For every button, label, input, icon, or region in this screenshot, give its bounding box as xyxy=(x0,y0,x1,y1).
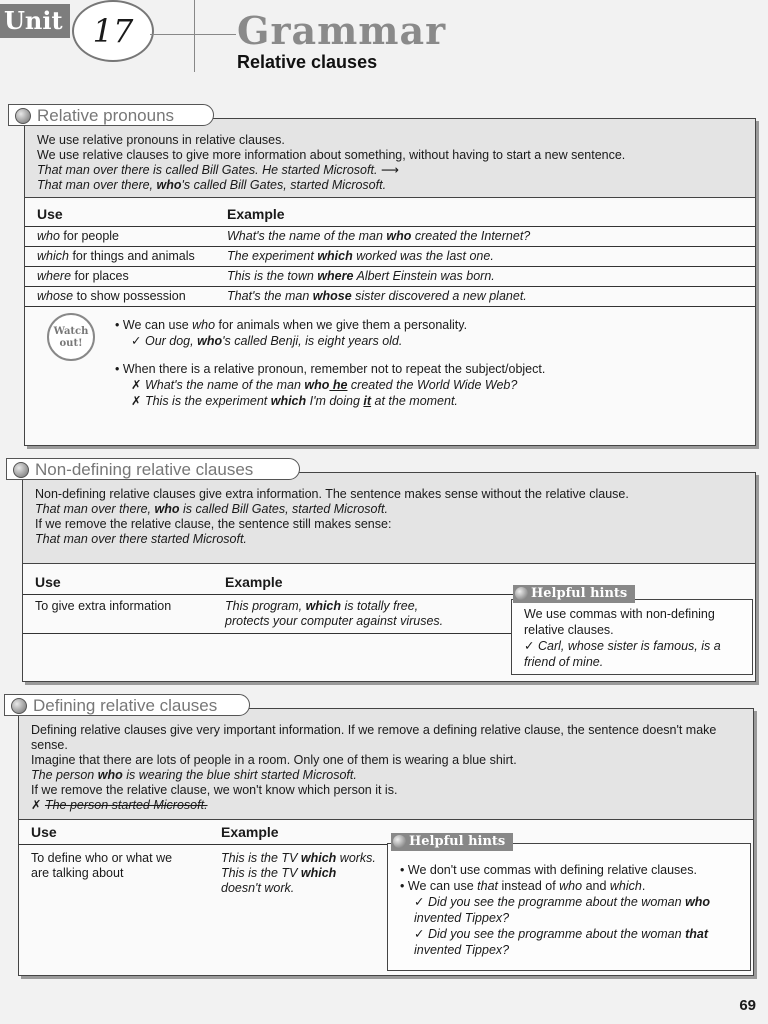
hint-example: ✓ Did you see the programme about the woman who invented Tippex? xyxy=(414,895,711,925)
table-row xyxy=(25,227,755,247)
column-example: Example xyxy=(221,824,279,840)
table-header xyxy=(19,820,389,845)
intro-example: The person who is wearing the blue shirt started Microsoft. xyxy=(31,768,357,782)
section-bullet-icon xyxy=(15,108,31,124)
intro-line: We use relative clauses to give more information about something, without having to start a new sentence. xyxy=(37,148,626,162)
intro-example-wrong: ✗ The person started Microsoft. xyxy=(31,798,208,812)
table-header xyxy=(25,198,755,227)
table-row xyxy=(25,247,755,267)
helpful-hints-box xyxy=(387,843,751,971)
cross-icon: ✗ xyxy=(131,394,142,408)
table-header xyxy=(23,564,517,595)
section-bullet-icon xyxy=(11,698,27,714)
helpful-hints-tab: Helpful hints xyxy=(513,585,635,603)
arrow-icon: ⟶ xyxy=(380,163,399,177)
use-cell: To define who or what we are talking about xyxy=(31,851,173,880)
example-cell: This is the TV which works. This is the TV which doesn't work. xyxy=(221,851,376,895)
helpful-hints-tab: Helpful hints xyxy=(391,833,513,851)
non-defining-section xyxy=(22,472,756,682)
check-icon: ✓ xyxy=(131,334,142,348)
column-example: Example xyxy=(227,206,285,222)
intro-line: We use relative pronouns in relative clauses. xyxy=(37,133,285,147)
table-row xyxy=(19,845,389,898)
watch-out-example: ✗ This is the experiment which I'm doing it at the moment. xyxy=(131,394,458,408)
intro-example: That man over there, who is called Bill Gates, started Microsoft. xyxy=(35,502,388,516)
non-defining-intro xyxy=(23,473,755,564)
intro-line: Non-defining relative clauses give extra information. The sentence makes sense without the relative clause. xyxy=(35,487,629,501)
use-cell: whose to show possession xyxy=(37,289,186,303)
hint-line: We use commas with non-defining relative clauses. xyxy=(524,607,715,637)
column-use: Use xyxy=(31,824,57,840)
unit-label: Unit xyxy=(0,4,70,38)
example-cell: What's the name of the man who created the Internet? xyxy=(227,229,531,243)
intro-line: If we remove the relative clause, the sentence still makes sense: xyxy=(35,517,392,531)
helpful-hints-box xyxy=(511,599,753,675)
intro-example: That man over there is called Bill Gates. He started Microsoft. ⟶ xyxy=(37,163,399,177)
non-defining-tab: Non-defining relative clauses xyxy=(6,458,300,480)
column-use: Use xyxy=(37,206,63,222)
example-cell: That's the man whose sister discovered a new planet. xyxy=(227,289,527,303)
watch-out-point: • We can use who for animals when we give them a personality. xyxy=(115,318,468,332)
column-example: Example xyxy=(225,574,283,590)
bullet-icon: • xyxy=(400,863,405,877)
hint-example: ✓ Carl, whose sister is famous, is a friend of mine. xyxy=(524,639,721,669)
bullet-icon: • xyxy=(115,362,120,376)
watch-out-area xyxy=(25,307,755,417)
check-icon: ✓ xyxy=(414,927,425,941)
table-row xyxy=(25,287,755,307)
hint-example: ✓ Did you see the programme about the woman that invented Tippex? xyxy=(414,927,708,957)
hint-bullet-icon xyxy=(393,835,406,848)
table-row xyxy=(25,267,755,287)
hint-line: • We don't use commas with defining relative clauses. xyxy=(400,863,697,877)
intro-line: Imagine that there are lots of people in a room. Only one of them is wearing a blue shirt. xyxy=(31,753,517,767)
cross-icon: ✗ xyxy=(31,798,42,812)
watch-out-example: ✓ Our dog, who's called Benji, is eight years old. xyxy=(131,334,403,348)
example-cell: This program, which is totally free, protects your computer against viruses. xyxy=(225,599,444,628)
relative-pronouns-tab: Relative pronouns xyxy=(8,104,214,126)
bullet-icon: • xyxy=(400,879,405,893)
use-cell: who for people xyxy=(37,229,120,243)
hint-bullet-icon xyxy=(515,587,528,600)
check-icon: ✓ xyxy=(414,895,425,909)
use-cell: which for things and animals xyxy=(37,249,195,263)
example-cell: This is the town where Albert Einstein was born. xyxy=(227,269,495,283)
relative-pronouns-intro xyxy=(25,119,755,198)
section-bullet-icon xyxy=(13,462,29,478)
intro-line: If we remove the relative clause, we won't know which person it is. xyxy=(31,783,398,797)
intro-line: Defining relative clauses give very important information. If we remove a defining relative clause, the sentence doesn't make sense. xyxy=(31,723,717,752)
defining-tab: Defining relative clauses xyxy=(4,694,250,716)
defining-section xyxy=(18,708,754,976)
example-cell: The experiment which worked was the last one. xyxy=(227,249,494,263)
bullet-icon: • xyxy=(115,318,120,332)
page-subtitle: Relative clauses xyxy=(237,52,378,72)
intro-example: That man over there started Microsoft. xyxy=(35,532,247,546)
check-icon: ✓ xyxy=(524,639,535,653)
relative-pronouns-section xyxy=(24,118,756,446)
unit-number: 17 xyxy=(72,0,154,62)
intro-example: That man over there, who's called Bill Gates, started Microsoft. xyxy=(37,178,387,192)
page-title: Grammar xyxy=(237,8,447,53)
use-cell: To give extra information xyxy=(35,599,172,613)
header-divider-vertical xyxy=(194,0,195,72)
defining-intro xyxy=(19,709,753,820)
cross-icon: ✗ xyxy=(131,378,142,392)
watch-out-badge: Watch out! xyxy=(47,313,95,361)
page-number: 69 xyxy=(739,997,756,1014)
header-divider xyxy=(150,34,236,35)
watch-out-point: • When there is a relative pronoun, remember not to repeat the subject/object. xyxy=(115,362,546,376)
table-row xyxy=(23,595,517,634)
use-cell: where for places xyxy=(37,269,129,283)
column-use: Use xyxy=(35,574,61,590)
watch-out-example: ✗ What's the name of the man who he created the World Wide Web? xyxy=(131,378,518,392)
hint-line: • We can use that instead of who and which. xyxy=(400,879,646,893)
